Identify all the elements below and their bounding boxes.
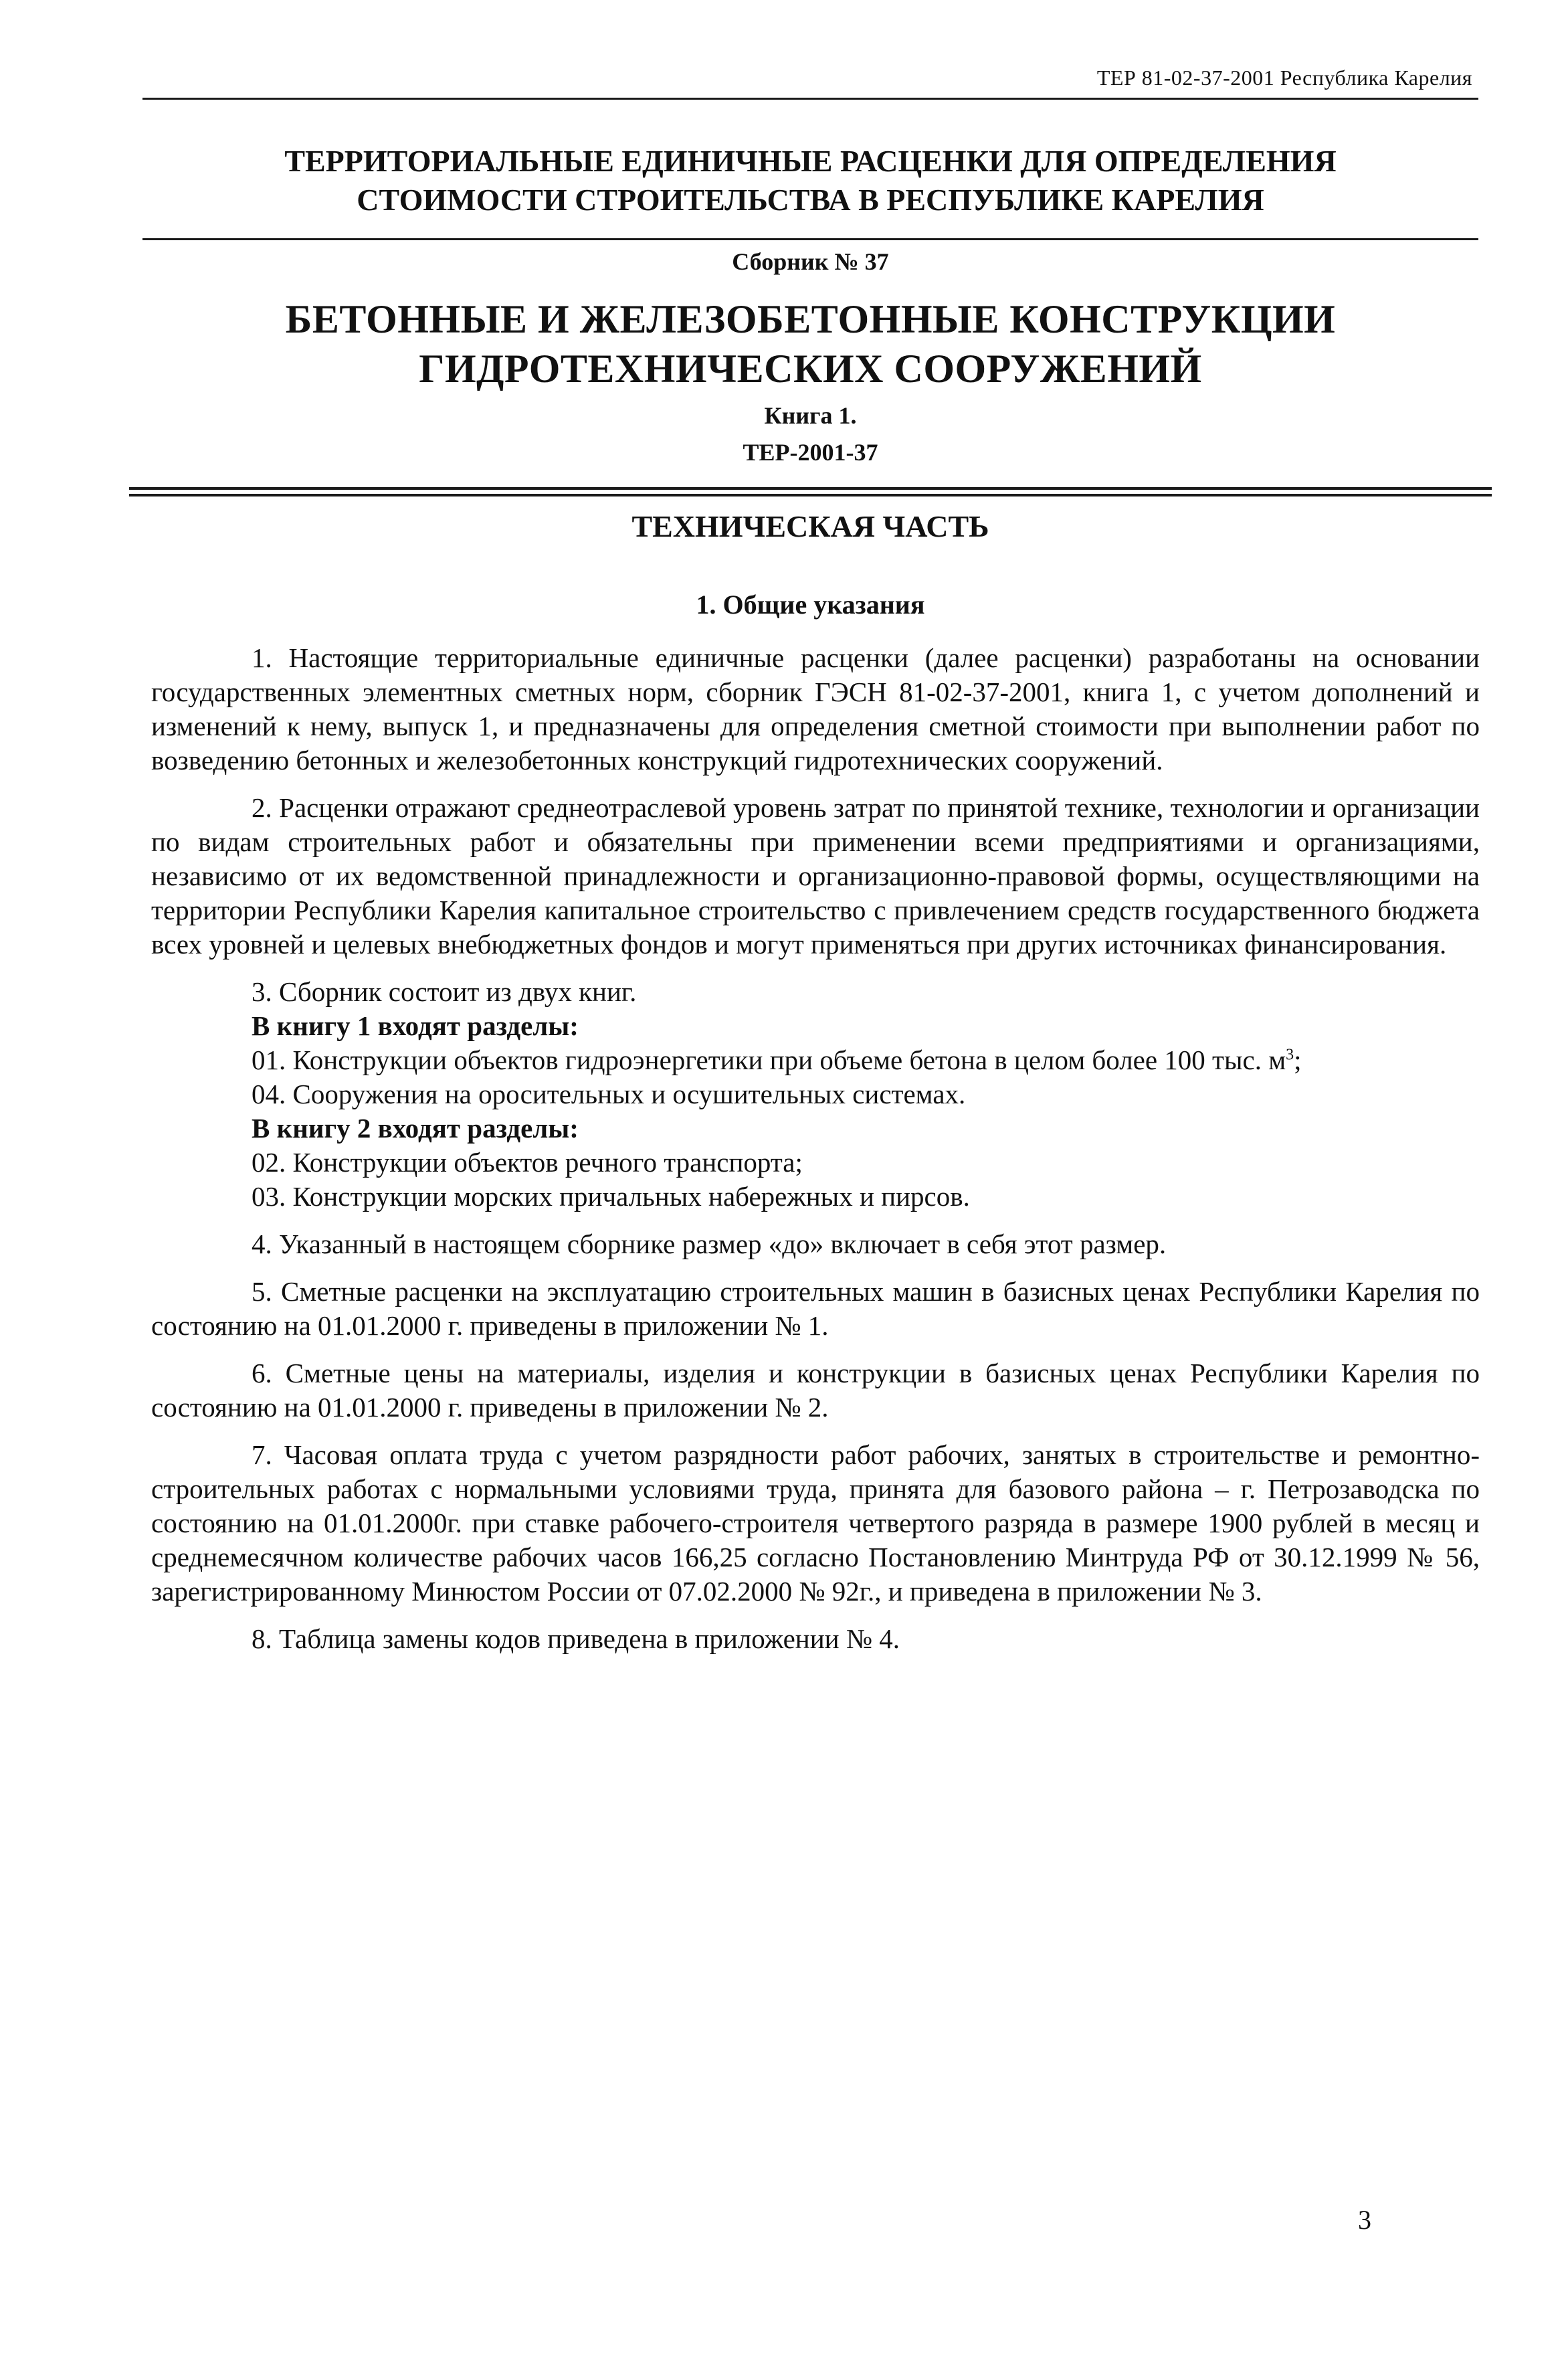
- header-rule: [142, 98, 1478, 100]
- cubic-superscript: 3: [1286, 1046, 1294, 1064]
- book1-item-1-text: 01. Конструкции объектов гидроэнергетики при объеме бетона в целом более 100 тыс. м: [252, 1045, 1286, 1075]
- main-title-line-1: ТЕРРИТОРИАЛЬНЫЕ ЕДИНИЧНЫЕ РАСЦЕНКИ ДЛЯ ОПРЕДЕЛЕНИЯ: [284, 144, 1337, 178]
- paragraph-2: 2. Расценки отражают среднеотраслевой уровень затрат по принятой технике, технологии и организации по видам строительных работ и обязательны при применении всеми предприятиями и организациями, независимо от их ведомственной принадлежности и организационно-правовой формы, осуществляющими на территории Республики Карелия капитальное строительство с привлечением средств государственного бюджета всех уровней и целевых внебюджетных фондов и могут применяться при других источниках финансирования.: [151, 792, 1480, 960]
- paragraph-1: 1. Настоящие территориальные единичные расценки (далее расценки) разработаны на основании государственных элементных сметных норм, сборник ГЭСН 81-02-37-2001, книга 1, с учетом дополнений и изменений к нему, выпуск 1, и предназначены для определения сметной стоимости при выполнении работ по возведению бетонных и железобетонных конструкций гидротехнических сооружений.: [151, 642, 1480, 776]
- book2-item-1: 02. Конструкции объектов речного транспорта;: [252, 1147, 803, 1178]
- collection-title-line-1: БЕТОННЫЕ И ЖЕЛЕЗОБЕТОННЫЕ КОНСТРУКЦИИ: [285, 297, 1336, 341]
- book2-item-2: 03. Конструкции морских причальных набережных и пирсов.: [252, 1181, 970, 1212]
- section-body: [151, 641, 1480, 1669]
- section-heading: 1. Общие указания: [696, 590, 925, 620]
- collection-number: Сборник № 37: [732, 248, 889, 275]
- book1-item-1-end: ;: [1294, 1045, 1302, 1075]
- main-title: [129, 142, 1492, 219]
- paragraph-4: 4. Указанный в настоящем сборнике размер «до» включает в себя этот размер.: [252, 1229, 1167, 1259]
- running-header: ТЕР 81-02-37-2001 Республика Карелия: [1096, 66, 1472, 90]
- collection-title-line-2: ГИДРОТЕХНИЧЕСКИХ СООРУЖЕНИЙ: [419, 347, 1202, 391]
- book1-item-2: 04. Сооружения на оросительных и осушительных системах.: [252, 1079, 966, 1109]
- book-label: Книга 1.: [764, 402, 857, 429]
- technical-part-heading: ТЕХНИЧЕСКАЯ ЧАСТЬ: [631, 509, 989, 543]
- double-rule: [129, 487, 1492, 496]
- paragraph-6: 6. Сметные цены на материалы, изделия и конструкции в базисных ценах Республики Карелия по состоянию на 01.01.2000 г. приведены в приложении № 2.: [151, 1358, 1480, 1423]
- book1-item-1: [151, 1043, 1480, 1077]
- book1-heading: В книгу 1 входят разделы:: [252, 1010, 579, 1041]
- document-code: ТЕР-2001-37: [743, 439, 878, 466]
- main-title-line-2: СТОИМОСТИ СТРОИТЕЛЬСТВА В РЕСПУБЛИКЕ КАРЕЛИЯ: [357, 183, 1264, 217]
- paragraph-5: 5. Сметные расценки на эксплуатацию строительных машин в базисных ценах Республики Карелия по состоянию на 01.01.2000 г. приведены в приложении № 1.: [151, 1276, 1480, 1341]
- paragraph-3: 3. Сборник состоит из двух книг.: [252, 976, 637, 1007]
- paragraph-7: 7. Часовая оплата труда с учетом разрядности работ рабочих, занятых в строительстве и ремонтно-строительных работах с нормальными условиями труда, принята для базового района – г. Петрозаводска по состоянию на 01.01.2000г. при ставке рабочего-строителя четвертого разряда в размере 1900 рублей в месяц и среднемесячном количестве рабочих часов 166,25 согласно Постановлению Минтруда РФ от 30.12.1999 № 56, зарегистрированному Минюстом России от 07.02.2000 № 92г., и приведена в приложении № 3.: [151, 1439, 1480, 1607]
- title-rule: [142, 238, 1478, 240]
- paragraph-8: 8. Таблица замены кодов приведена в приложении № 4.: [252, 1623, 900, 1654]
- collection-title: [129, 294, 1492, 393]
- page-number: 3: [1358, 2205, 1371, 2235]
- book2-heading: В книгу 2 входят разделы:: [252, 1113, 579, 1144]
